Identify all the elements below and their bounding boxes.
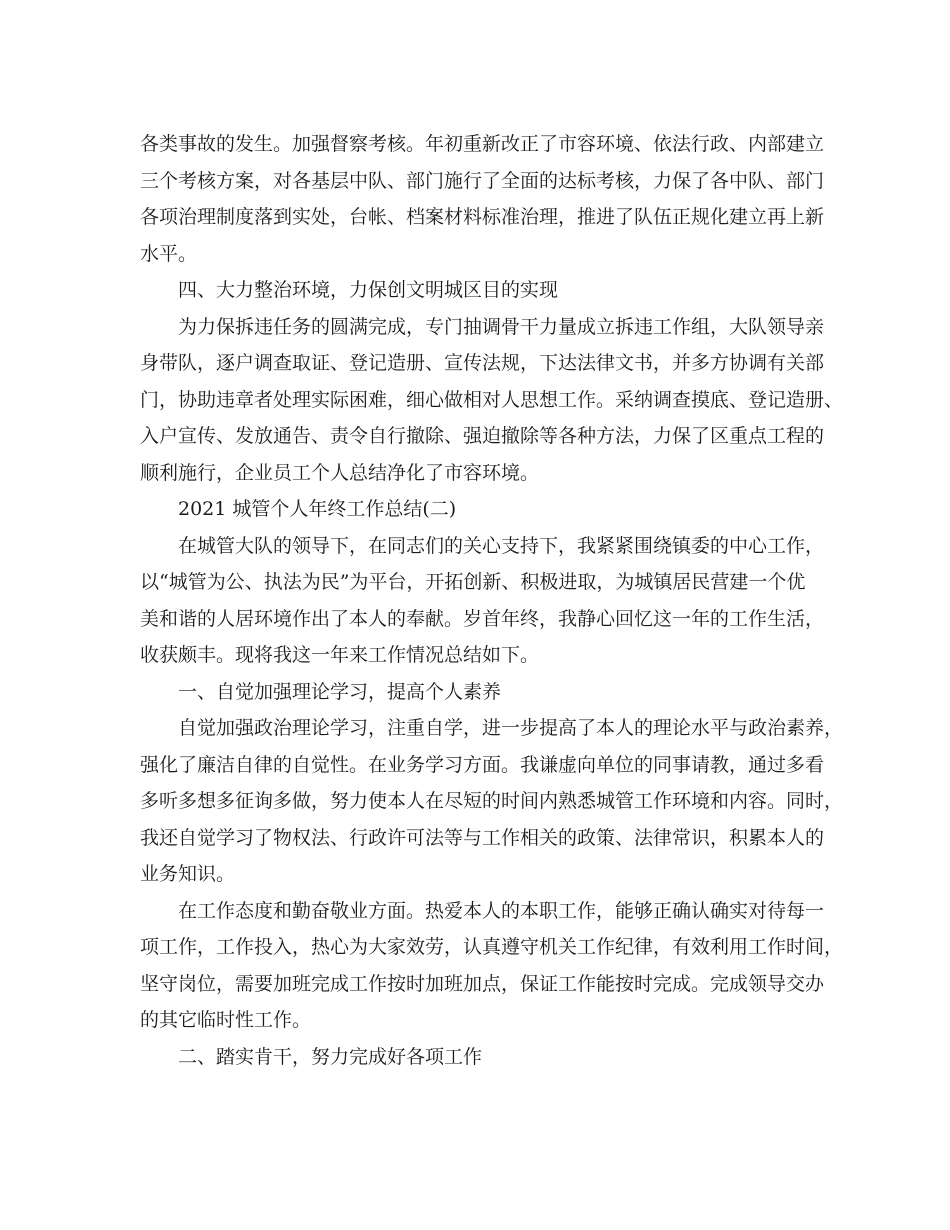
text-line: 水平。 — [140, 242, 198, 265]
text-line: 各项治理制度落到实处，台帐、档案材料标准治理，推进了队伍正规化建立再上新 — [140, 206, 825, 228]
paragraph-start-line: 一、自觉加强理论学习，提高个人素养 — [178, 680, 502, 703]
paragraph-start-line: 四、大力整治环境，力保创文明城区目的实现 — [178, 279, 559, 301]
text-line: 门，协助违章者处理实际困难，细心做相对人思想工作。采纳调查摸底、登记造册、 — [140, 388, 844, 411]
text-line: 入户宣传、发放通告、责令自行撤除、强迫撤除等各种方法，力保了区重点工程的 — [140, 425, 825, 447]
text-line: 顺利施行，企业员工个人总结净化了市容环境。 — [140, 461, 540, 484]
text-line: 坚守岗位，需要加班完成工作按时加班加点，保证工作能按时完成。完成领导交办 — [140, 972, 825, 995]
document-body — [140, 126, 844, 1075]
paragraph-start-line: 2021 城管个人年终工作总结(二) — [178, 498, 457, 520]
text-line: 以“城管为公、执法为民”为平台，开拓创新、积极进取，为城镇居民营建一个优 — [140, 571, 806, 593]
text-line: 业务知识。 — [140, 863, 236, 885]
paragraph-start-line: 为力保拆违任务的圆满完成，专门抽调骨干力量成立拆违工作组，大队领导亲 — [178, 315, 825, 338]
text-line: 的其它临时性工作。 — [140, 1009, 312, 1031]
text-line: 三个考核方案，对各基层中队、部门施行了全面的达标考核，力保了各中队、部门 — [140, 169, 825, 192]
text-line: 各类事故的发生。加强督察考核。年初重新改正了市容环境、依法行政、内部建立 — [140, 133, 825, 155]
text-line: 身带队，逐户调查取证、登记造册、宣传法规，下达法律文书，并多方协调有关部 — [140, 352, 825, 374]
text-line: 我还自觉学习了物权法、行政许可法等与工作相关的政策、法律常识，积累本人的 — [140, 826, 825, 849]
paragraph-start-line: 二、踏实肯干，努力完成好各项工作 — [178, 1045, 483, 1068]
text-line: 收获颇丰。现将我这一年来工作情况总结如下。 — [140, 644, 540, 666]
text-line: 美和谐的人居环境作出了本人的奉献。岁首年终，我静心回忆这一年的工作生活， — [140, 607, 825, 630]
paragraph-start-line: 在工作态度和勤奋敬业方面。热爱本人的本职工作，能够正确认确实对待每一 — [178, 899, 825, 922]
text-line: 项工作，工作投入，热心为大家效劳，认真遵守机关工作纪律，有效利用工作时间， — [140, 936, 844, 958]
text-line: 多听多想多征询多做，努力使本人在尽短的时间内熟悉城管工作环境和内容。同时， — [140, 790, 844, 812]
text-line: 强化了廉洁自律的自觉性。在业务学习方面。我谦虚向单位的同事请教，通过多看 — [140, 753, 825, 776]
paragraph-start-line: 自觉加强政治理论学习，注重自学，进一步提高了本人的理论水平与政治素养， — [178, 717, 844, 739]
paragraph-start-line: 在城管大队的领导下，在同志们的关心支持下，我紧紧围绕镇委的中心工作， — [178, 534, 825, 557]
